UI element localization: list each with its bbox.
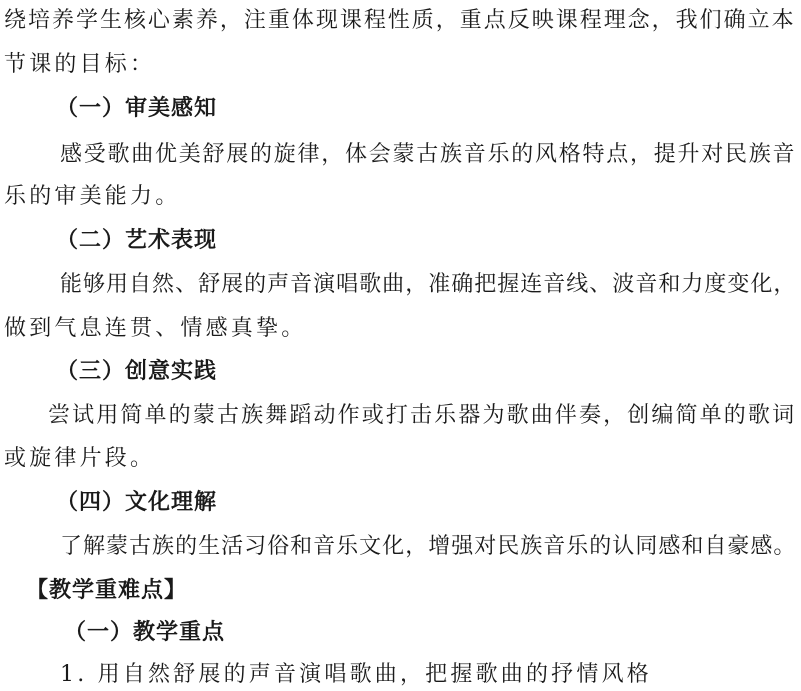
paragraph-line: 感受歌曲优美舒展的旋律，体会蒙古族音乐的风格特点，提升对民族音 [60,142,797,167]
section-heading-aesthetic-perception: （一）审美感知 [56,96,218,121]
paragraph-line: 了解蒙古族的生活习俗和音乐文化，增强对民族音乐的认同感和自豪感。 [60,534,797,559]
paragraph-line: 能够用自然、舒展的声音演唱歌曲，准确把握连音线、波音和力度变化， [60,272,797,297]
paragraph-line: 做到气息连贯、情感真挚。 [4,316,307,341]
section-heading-artistic-expression: （二）艺术表现 [56,228,218,253]
section-heading-creative-practice: （三）创意实践 [56,359,218,384]
paragraph-line: 绕培养学生核心素养，注重体现课程性质，重点反映课程理念，我们确立本 [4,8,796,33]
paragraph-line: 或旋律片段。 [4,446,156,471]
list-item: 1. 用自然舒展的声音演唱歌曲，把握歌曲的抒情风格 [60,662,652,687]
paragraph-line: 节课的目标： [4,52,156,77]
paragraph-line: 尝试用简单的蒙古族舞蹈动作或打击乐器为歌曲伴奏，创编简单的歌词 [48,403,797,428]
subsection-heading-teaching-focus: （一）教学重点 [64,620,226,645]
section-heading-cultural-understanding: （四）文化理解 [56,490,218,515]
paragraph-line: 乐的审美能力。 [4,184,181,209]
section-heading-teaching-key-points: 【教学重难点】 [26,578,188,603]
